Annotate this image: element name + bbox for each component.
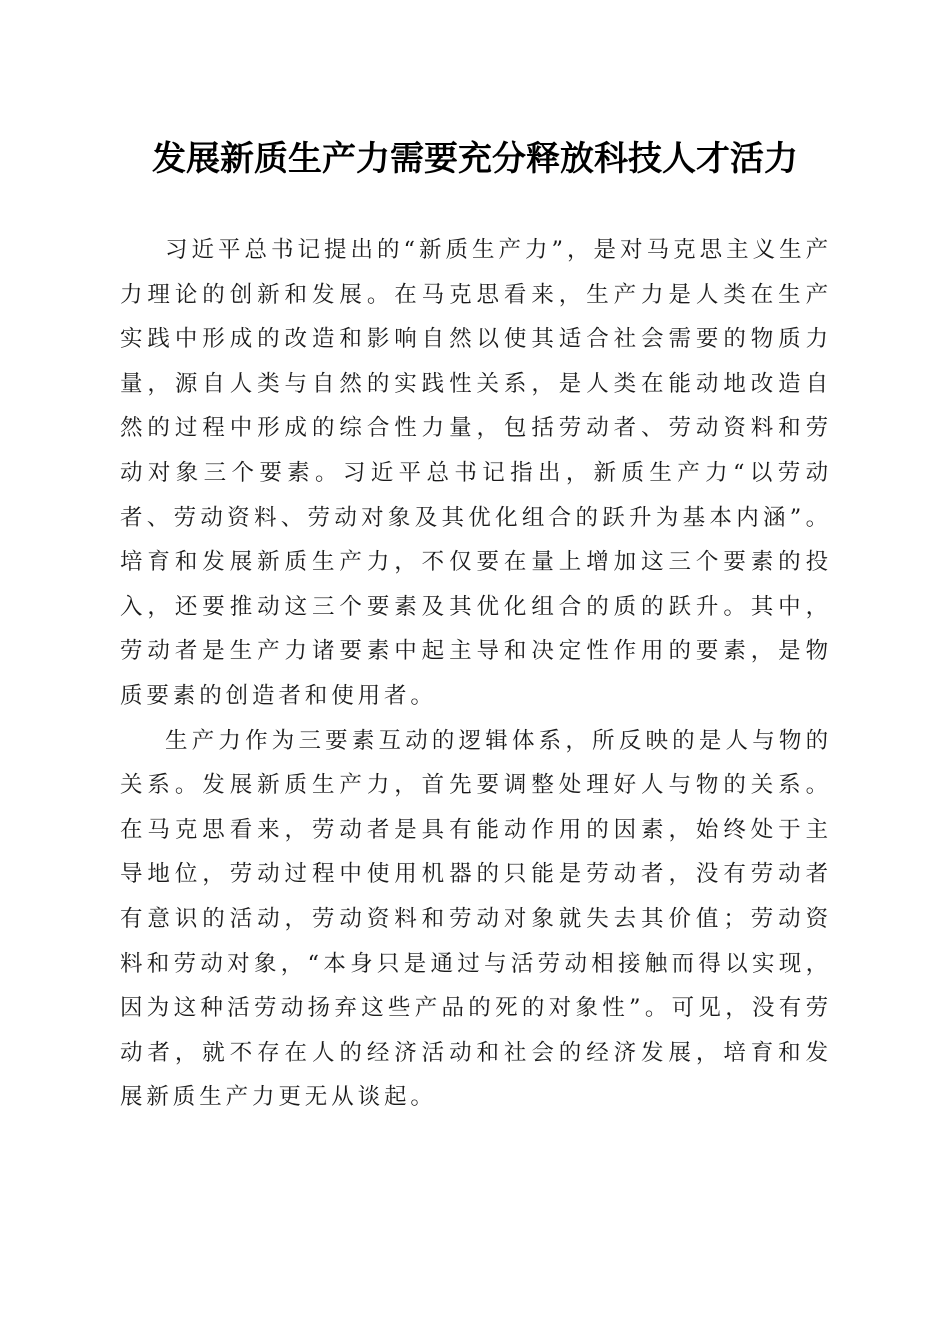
- document-title: 发展新质生产力需要充分释放科技人才活力: [152, 139, 798, 179]
- document-body: [120, 228, 832, 1120]
- paragraph-2: 生产力作为三要素互动的逻辑体系，所反映的是人与物的关系。发展新质生产力，首先要调整处理好人与物的关系。在马克思看来，劳动者是具有能动作用的因素，始终处于主导地位，劳动过程中使用机器的只能是劳动者，没有劳动者有意识的活动，劳动资料和劳动对象就失去其价值；劳动资料和劳动对象，“本身只是通过与活劳动相接触而得以实现，因为这种活劳动扬弃这些产品的死的对象性”。可见，没有劳动者，就不存在人的经济活动和社会的经济发展，培育和发展新质生产力更无从谈起。: [120, 727, 832, 1111]
- paragraph-1: 习近平总书记提出的“新质生产力”，是对马克思主义生产力理论的创新和发展。在马克思看来，生产力是人类在生产实践中形成的改造和影响自然以使其适合社会需要的物质力量，源自人类与自然的实践性关系，是人类在能动地改造自然的过程中形成的综合性力量，包括劳动者、劳动资料和劳动对象三个要素。习近平总书记指出，新质生产力“以劳动者、劳动资料、劳动对象及其优化组合的跃升为基本内涵”。培育和发展新质生产力，不仅要在量上增加这三个要素的投入，还要推动这三个要素及其优化组合的质的跃升。其中，劳动者是生产力诸要素中起主导和决定性作用的要素，是物质要素的创造者和使用者。: [120, 237, 832, 709]
